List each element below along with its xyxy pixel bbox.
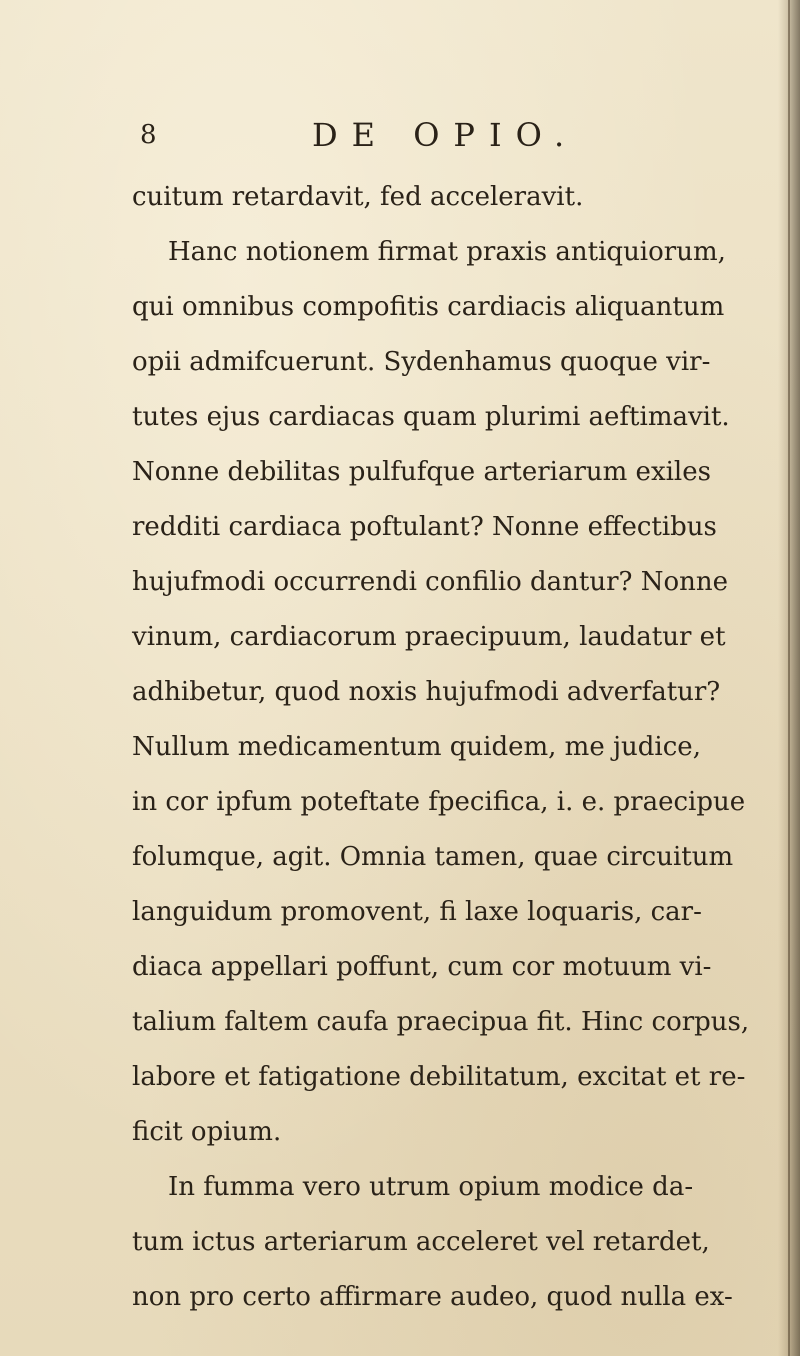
text-line: folumque, agit. Omnia tamen, quae circuitum: [132, 842, 734, 872]
text-line: languidum promovent, fi laxe loquaris, car-: [132, 897, 702, 927]
text-line: adhibetur, quod noxis hujufmodi adverfatur?: [132, 677, 721, 707]
running-head: DE OPIO.: [312, 116, 579, 154]
text-line: in cor ipfum poteftate fpecifica, i. e. praecipue: [132, 787, 746, 817]
text-line: redditi cardiaca poftulant? Nonne effectibus: [132, 512, 717, 542]
text-line: qui omnibus compofitis cardiacis aliquantum: [132, 292, 725, 322]
text-line: tutes ejus cardiacas quam plurimi aeftimavit.: [132, 402, 730, 432]
text-line: Nullum medicamentum quidem, me judice,: [132, 732, 701, 762]
text-line: hujufmodi occurrendi confilio dantur? Nonne: [132, 567, 729, 597]
text-line: Hanc notionem firmat praxis antiquiorum,: [168, 237, 726, 267]
text-line: labore et fatigatione debilitatum, excitat et re-: [132, 1062, 746, 1092]
text-line: opii admifcuerunt. Sydenhamus quoque vir-: [132, 347, 711, 377]
text-line: non pro certo affirmare audeo, quod nulla ex-: [132, 1282, 733, 1312]
text-line: vinum, cardiacorum praecipuum, laudatur et: [132, 622, 726, 652]
text-line: tum ictus arteriarum acceleret vel retardet,: [132, 1227, 710, 1257]
text-line: ficit opium.: [132, 1117, 282, 1147]
text-line: talium faltem caufa praecipua fit. Hinc corpus,: [132, 1007, 750, 1037]
page-header: [0, 116, 800, 156]
page-number: 8: [140, 120, 158, 150]
text-line: diaca appellari poffunt, cum cor motuum vi-: [132, 952, 712, 982]
text-line: Nonne debilitas pulfufque arteriarum exiles: [132, 457, 711, 487]
text-line: cuitum retardavit, fed acceleravit.: [132, 182, 584, 212]
text-line: In fumma vero utrum opium modice da-: [168, 1172, 694, 1202]
page-edge-line: [788, 0, 790, 1356]
